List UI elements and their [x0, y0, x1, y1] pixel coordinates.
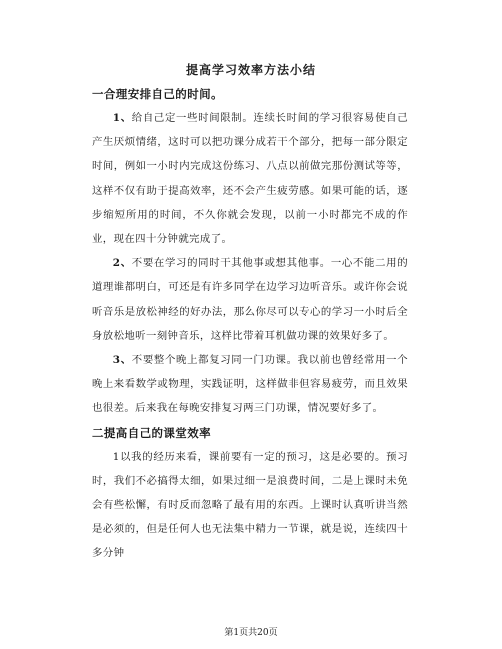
section-1-paragraph-1	[92, 106, 408, 251]
section-2-paragraph-1: 1以我的经历来看，课前要有一定的预习，这是必要的。预习时，我们不必搞得太细，如果过细一是浪费时间，二是上课时未免会有些松懈，有时反而忽略了最有用的东西。上课时认真听讲当然是必须的，但是任何人也无法集中精力一节课，就是说，连续四十多分钟	[92, 450, 408, 560]
section-1	[92, 84, 408, 566]
section-1-paragraph-2	[92, 251, 408, 348]
item-number: 1、	[112, 112, 132, 124]
item-text: 给自己定一些时间限制。连续长时间的学习很容易使自己产生厌烦情绪，这时可以把功课分成若干个部分，把每一部分限定时间，例如一小时内完成这份练习、八点以前做完那份测试等等，这样不仅有助于提高效率，还不会产生疲劳感。如果可能的话，逐步缩短所用的时间，不久你就会发现，以前一小时都完不成的作业，现在四十分钟就完成了。	[92, 112, 409, 246]
item-text: 不要整个晚上都复习同一门功课。我以前也曾经常用一个晚上来看数学或物理，实践证明，这样做非但容易疲劳，而且效果也很差。后来我在每晚安排复习两三门功课，情况要好多了。	[92, 354, 409, 415]
section-2-heading: 二提高自己的课堂效率	[92, 425, 211, 440]
section-1-paragraph-3	[92, 348, 408, 421]
page-footer: 第1页共20页	[224, 628, 278, 638]
section-1-heading: 一合理安排自己的时间。	[92, 87, 223, 101]
item-number: 3、	[112, 354, 132, 367]
item-text: 不要在学习的同时干其他事或想其他事。一心不能二用的道理谁都明白，可还是有许多同学在边学习边听音乐。或许你会说听音乐是放松神经的好办法，那么你尽可以专心的学习一小时后全身放松地听一刻钟音乐，这样比带着耳机做功课的效果好多了。	[92, 257, 409, 342]
item-number: 2、	[112, 257, 132, 270]
document-title: 提高学习效率方法小结	[185, 63, 316, 77]
